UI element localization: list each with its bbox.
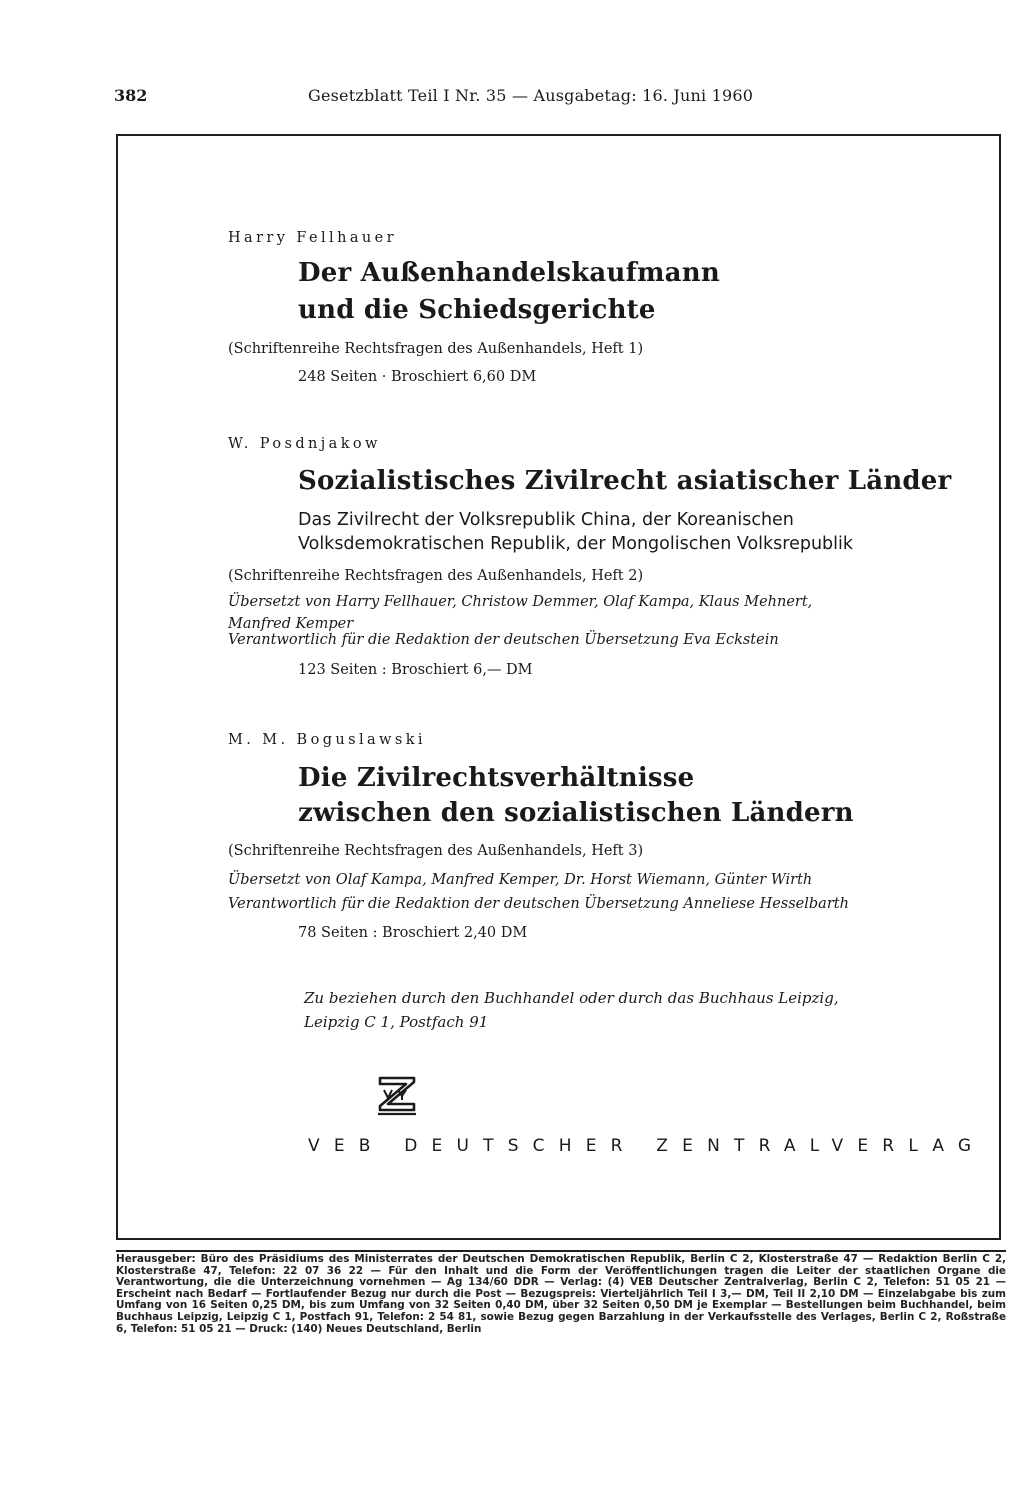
- advertisement-box: [116, 134, 1001, 1240]
- page-number: 382: [114, 86, 148, 105]
- book-3-title-line-1: Die Zivilrechtsverhältnisse: [298, 763, 695, 793]
- book-3-translators: Übersetzt von Olaf Kampa, Manfred Kemper, Dr. Horst Wiemann, Günter Wirth: [228, 872, 813, 888]
- book-2-editor: Verantwortlich für die Redaktion der deutschen Übersetzung Eva Eckstein: [228, 632, 779, 648]
- book-3-series: (Schriftenreihe Rechtsfragen des Außenhandels, Heft 3): [228, 843, 644, 859]
- imprint-footer: Herausgeber: Büro des Präsidiums des Ministerrates der Deutschen Demokratischen Republik, Berlin C 2, Klosterstraße 47 — Redaktion Berlin C 2, Klosterstraße 47, Telefon: 22 07 36 22 — Für den Inhalt und die Form der Veröffentlichungen tragen die Leiter der staatlichen Organe die Verantwortung, die die Unterzeichnung vornehmen — Ag 134/60 DDR — Verlag: (4) VEB Deutscher Zentralverlag, Berlin C 2, Telefon: 51 05 21 — Erscheint nach Bedarf — Fortlaufender Bezug nur durch die Post — Bezugspreis: Vierteljährlich Teil I 3,— DM, Teil II 2,10 DM — Einzelabgabe bis zum Umfang von 16 Seiten 0,25 DM, bis zum Umfang von 32 Seiten 0,40 DM, über 32 Seiten 0,50 DM je Exemplar — Bestellungen beim Buchhandel, beim Buchhaus Leipzig, Leipzig C 1, Postfach 91, Telefon: 2 54 81, sowie Bezug gegen Barzahlung in der Verkaufsstelle des Verlages, Berlin C 2, Roßstraße 6, Telefon: 51 05 21 — Druck: (140) Neues Deutschland, Berlin: [116, 1250, 1006, 1335]
- order-note-line-2: Leipzig C 1, Postfach 91: [304, 1013, 489, 1031]
- book-1-author: Harry Fellhauer: [228, 230, 397, 246]
- book-2-description-line-1: Das Zivilrecht der Volksrepublik China, der Koreanischen: [298, 510, 794, 530]
- book-2-pricing: 123 Seiten : Broschiert 6,— DM: [298, 662, 533, 678]
- order-note-line-1: Zu beziehen durch den Buchhandel oder durch das Buchhaus Leipzig,: [304, 989, 839, 1007]
- running-head: Gesetzblatt Teil I Nr. 35 — Ausgabetag: 16. Juni 1960: [308, 86, 754, 105]
- book-1-title-line-1: Der Außenhandelskaufmann: [298, 258, 720, 288]
- book-3-author: M. M. Boguslawski: [228, 732, 426, 748]
- book-2-title: Sozialistisches Zivilrecht asiatischer Länder: [298, 466, 952, 496]
- book-1-pricing: 248 Seiten · Broschiert 6,60 DM: [298, 369, 537, 385]
- book-2-translators-line-1: Übersetzt von Harry Fellhauer, Christow Demmer, Olaf Kampa, Klaus Mehnert,: [228, 594, 813, 610]
- book-2-series: (Schriftenreihe Rechtsfragen des Außenhandels, Heft 2): [228, 568, 644, 584]
- veb-zentralverlag-logo-icon: [374, 1072, 420, 1118]
- book-3-editor: Verantwortlich für die Redaktion der deutschen Übersetzung Anneliese Hesselbarth: [228, 896, 849, 912]
- book-1-series: (Schriftenreihe Rechtsfragen des Außenhandels, Heft 1): [228, 341, 644, 357]
- book-3-pricing: 78 Seiten : Broschiert 2,40 DM: [298, 925, 528, 941]
- book-2-translators-line-2: Manfred Kemper: [228, 616, 354, 632]
- book-3-title-line-2: zwischen den sozialistischen Ländern: [298, 798, 854, 828]
- book-1-title-line-2: und die Schiedsgerichte: [298, 295, 656, 325]
- page-header: [114, 86, 994, 112]
- publisher-name: VEB DEUTSCHER ZENTRALVERLAG: [308, 1136, 986, 1156]
- book-2-author: W. Posdnjakow: [228, 436, 381, 452]
- book-2-description-line-2: Volksdemokratischen Republik, der Mongolischen Volksrepublik: [298, 534, 854, 554]
